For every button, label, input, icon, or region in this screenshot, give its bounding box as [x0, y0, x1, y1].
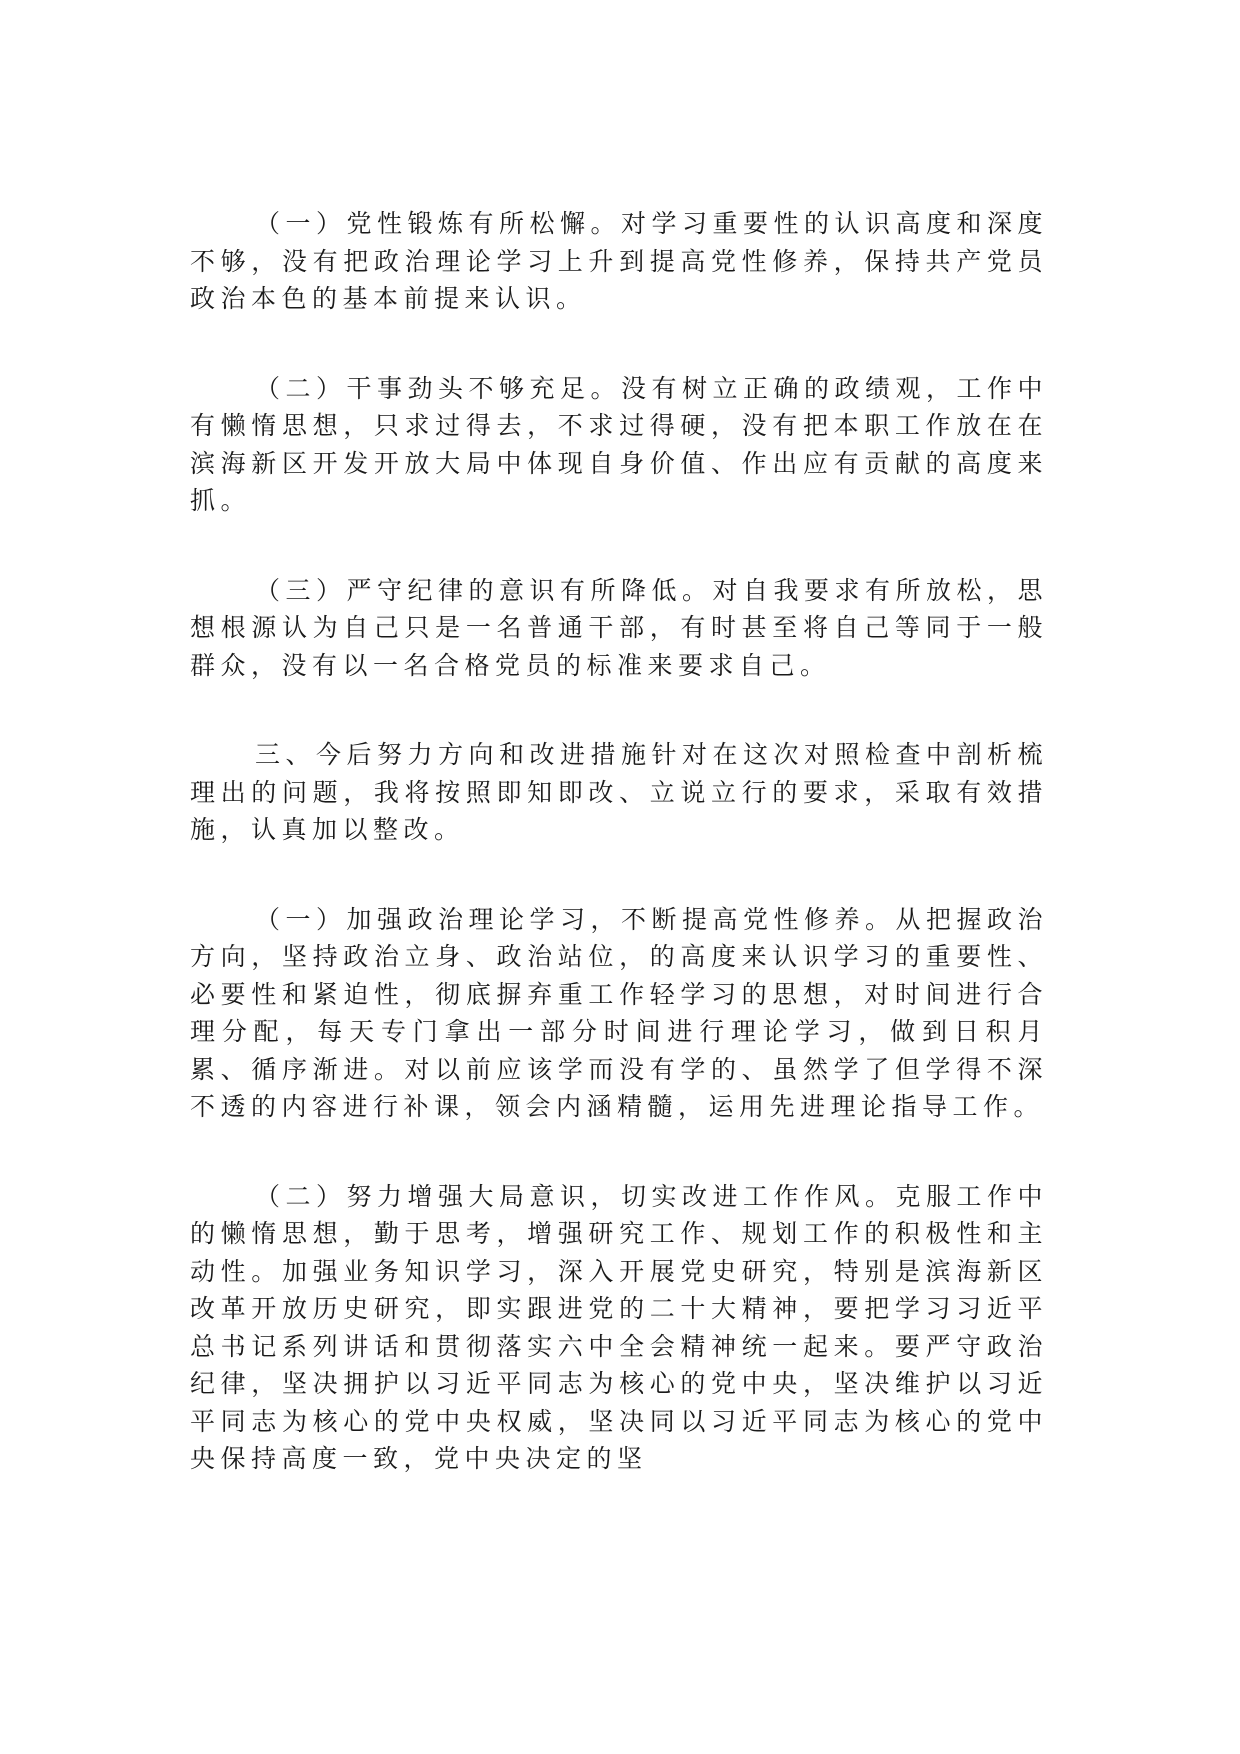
paragraph-6: （二）努力增强大局意识，切实改进工作作风。克服工作中的懒惰思想，勤于思考，增强研究工作、规划工作的积极性和主动性。加强业务知识学习，深入开展党史研究，特别是滨海新区改革开放历史研究，即实跟进党的二十大精神，要把学习习近平总书记系列讲话和贯彻落实六中全会精神统一起来。要严守政治纪律，坚决拥护以习近平同志为核心的党中央，坚决维护以习近平同志为核心的党中央权威，坚决同以习近平同志为核心的党中央保持高度一致，党中央决定的坚: [190, 1181, 1049, 1473]
document-body: [190, 205, 1048, 1478]
paragraph-3: （三）严守纪律的意识有所降低。对自我要求有所放松，思想根源认为自己只是一名普通干部，有时甚至将自己等同于一般群众，没有以一名合格党员的标准来要求自己。: [190, 575, 1049, 680]
paragraph-5: （一）加强政治理论学习，不断提高党性修养。从把握政治方向，坚持政治立身、政治站位，的高度来认识学习的重要性、必要性和紧迫性，彻底摒弃重工作轻学习的思想，对时间进行合理分配，每天专门拿出一部分时间进行理论学习，做到日积月累、循序渐进。对以前应该学而没有学的、虽然学了但学得不深不透的内容进行补课，领会内涵精髓，运用先进理论指导工作。: [190, 904, 1049, 1121]
paragraph-4: 三、今后努力方向和改进措施针对在这次对照检查中剖析梳理出的问题，我将按照即知即改、立说立行的要求，采取有效措施，认真加以整改。: [190, 740, 1049, 844]
paragraph-1: （一）党性锻炼有所松懈。对学习重要性的认识高度和深度不够，没有把政治理论学习上升到提高党性修养，保持共产党员政治本色的基本前提来认识。: [190, 209, 1049, 313]
paragraph-2: （二）干事劲头不够充足。没有树立正确的政绩观，工作中有懒惰思想，只求过得去，不求过得硬，没有把本职工作放在在滨海新区开发开放大局中体现自身价值、作出应有贡献的高度来抓。: [190, 373, 1049, 515]
